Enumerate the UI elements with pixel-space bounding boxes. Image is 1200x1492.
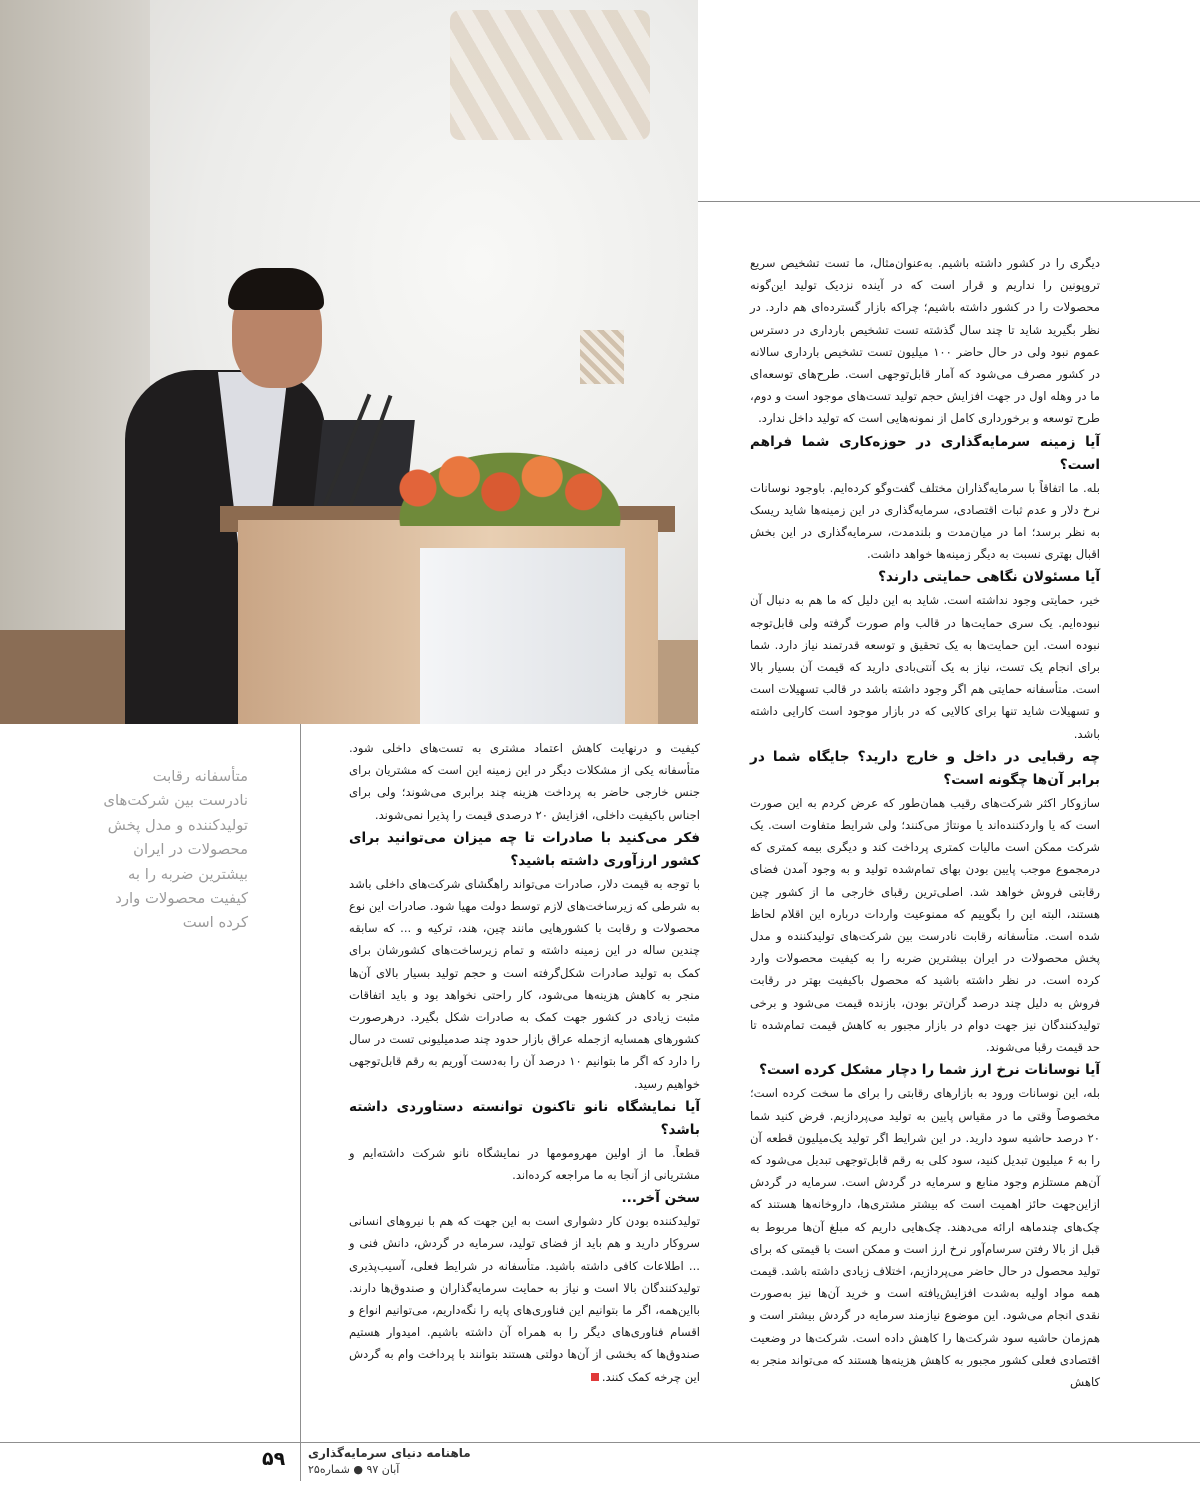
bullet-dot-icon: ●	[353, 1463, 363, 1476]
issue-number: شماره۲۵	[308, 1463, 350, 1476]
question-text: آیا نوسانات نرخ ارز شما را دچار مشکل کرده است؟	[759, 1062, 1100, 1079]
footer-rule	[0, 1442, 1200, 1443]
question-text: فکر می‌کنید با صادرات تا چه میزان می‌توانید برای کشور ارزآوری داشته باشید؟	[349, 829, 700, 869]
answer-paragraph	[750, 252, 1100, 430]
question-heading	[750, 431, 1100, 477]
question-heading	[750, 1059, 1100, 1082]
page-number: ۵۹	[262, 1448, 286, 1470]
issue-line	[308, 1463, 399, 1476]
podium-panel	[420, 548, 625, 724]
answer-paragraph	[349, 1210, 700, 1388]
question-heading	[750, 746, 1100, 792]
paragraph-text: دیگری را در کشور داشته باشیم. به‌عنوان‌مثال، ما تست تشخیص سریع تروپونین را نداریم و قرار است که در آینده نزدیک تولید این‌گونه محصولات را در کشور داشته باشیم؛ چراکه بازار گسترده‌ای هم دارد. در نظر بگیرید شاید تا چند سال گذشته تست تشخیص بارداری در دسترس عموم نبود ولی در حال حاضر ۱۰۰ میلیون تست تشخیص بارداری سالانه در کشور مصرف می‌شود که آمار قابل‌توجهی است. طرح‌های توسعه‌ای ما در وهله اول در جهت افزایش حجم تولید تست‌های موجود است و دوم، طرح توسعه و برخورداری کامل از نمونه‌هایی است که تولید داخل ندارد.	[750, 256, 1100, 426]
question-text: آیا نمایشگاه نانو تاکنون توانسته دستاوردی داشته باشد؟	[349, 1098, 700, 1138]
answer-paragraph	[750, 589, 1100, 744]
answer-paragraph	[750, 1082, 1100, 1393]
answer-paragraph	[750, 477, 1100, 566]
paragraph-text: کیفیت و درنهایت کاهش اعتماد مشتری به تست‌های داخلی شود. متأسفانه یکی از مشکلات دیگر در این زمینه این است که مشتریان برای جنس خارجی حاضر به پرداخت هزینه چند برابری می‌شوند؛ ولی برای اجناس باکیفیت داخلی، افزایش ۲۰ درصدی قیمت را پذیرا نمی‌شوند.	[349, 741, 700, 822]
question-heading	[750, 566, 1100, 589]
paragraph-text: خیر، حمایتی وجود نداشته است. شاید به این دلیل که ما هم به دنبال آن نبوده‌ایم. یک سری حمایت‌ها در قالب وام صورت گرفته ولی قابل‌توجه نبوده است. این حمایت‌ها به یک تحقیق و توسعه قدرتمند نیاز دارد. شما برای انجام یک تست، نیاز به یک آنتی‌بادی دارید که قیمت آن بسیار بالا است. متأسفانه حمایتی هم اگر وجود داشته باشد در قالب تسهیلات است و تسهیلات شاید تنها برای کالایی که در بازار موجود است کارایی داشته باشد.	[750, 593, 1100, 741]
issue-month: آبان ۹۷	[366, 1463, 400, 1476]
question-text: آیا مسئولان نگاهی حمایتی دارند؟	[878, 569, 1100, 586]
answer-paragraph	[349, 737, 700, 826]
speaker-hair	[228, 268, 324, 310]
flower-arrangement-icon	[395, 450, 625, 526]
slide-logo-icon	[580, 330, 624, 384]
paragraph-text: بله، این نوسانات ورود به بازارهای رقابتی را برای ما سخت کرده است؛ مخصوصاً وقتی ما در مقیاس پایین به تولید می‌پردازیم. فرض کنید شما ۲۰ درصد حاشیه سود دارید. در این شرایط اگر تولید یک‌میلیون قطعه آن را به ۶ میلیون تبدیل کنید، سود کلی به رقم قابل‌توجهی تبدیل می‌شود که آن‌هم مستلزم وجود منابع و سرمایه در گردش است. سرمایه در گردش ازاین‌جهت حائز اهمیت است که بیشتر مشتری‌ها، داروخانه‌ها هستند که چک‌های چندماهه ارائه می‌دهند. چک‌هایی داریم که مبلغ آن‌ها مربوط به قبل از بالا رفتن سرسام‌آور نرخ ارز است و ممکن است با قیمتی که برای تولید محصول در حال حاضر می‌پردازیم، اختلاف زیادی داشته باشد. قیمت همه مواد اولیه به‌شدت افزایش‌یافته است و خرید آن‌ها نیز به‌صورت نقدی انجام می‌شود. این موضوع نیازمند سرمایه در گردش بیشتر است و هم‌زمان حاشیه سود شرکت‌ها را کاهش داده است. شرکت‌ها در وضعیت اقتصادی فعلی کشور مجبور به کاهش هزینه‌ها هستند که می‌تواند منجر به کاهش	[750, 1086, 1100, 1389]
paragraph-text: سازوکار اکثر شرکت‌های رقیب همان‌طور که عرض کردم به این صورت است که یا واردکننده‌اند یا مونتاژ می‌کنند؛ ولی شرایط متفاوت است. یک شرکت ممکن است مالیات کمتری پرداخت کند و دیگری بیمه کمتری که درمجموع موجب پایین بودن بهای تمام‌شده تولید و به وجود آمدن فضای رقابتی فروش خواهد شد. اصلی‌ترین رقبای خارجی ما از کشور چین هستند، البته این را بگوییم که ممنوعیت واردات درباره این اقلام لحاظ شده است. متأسفانه رقابت نادرست بین شرکت‌های تولیدکننده و مدل پخش محصولات در ایران بیشترین ضربه را به کیفیت محصولات وارد کرده است. در نظر داشته باشید که محصول باکیفیت بهتر در رقابت فروش به دلیل چند درصد گران‌تر بودن، بازنده قیمت می‌شود و برخی تولیدکنندگان نیز جهت دوام در بازار مجبور به کاهش قیمت تمام‌شده تا حد قیمت رقبا می‌شوند.	[750, 795, 1100, 1055]
speaker-photo	[0, 0, 698, 724]
column-divider	[300, 724, 301, 1442]
question-text: چه رقبایی در داخل و خارج دارید؟ جایگاه شما در برابر آن‌ها چگونه است؟	[750, 748, 1100, 788]
end-mark-icon	[591, 1373, 599, 1381]
question-text: آیا زمینه سرمایه‌گذاری در حوزه‌کاری شما فراهم است؟	[750, 433, 1100, 473]
paragraph-text: بله. ما اتفاقاً با سرمایه‌گذاران مختلف گفت‌وگو کرده‌ایم. باوجود نوسانات نرخ دلار و عدم ثبات اقتصادی، سرمایه‌گذاری در این زمینه‌ها شاید ریسک به نظر برسد؛ اما در میان‌مدت و بلندمدت، سرمایه‌گذاری در این بخش اقبال بهتری نسبت به دیگر زمینه‌ها خواهد داشت.	[750, 480, 1100, 562]
paragraph-text: قطعاً. ما از اولین مهرومومها در نمایشگاه نانو شرکت داشته‌ایم و مشتریانی از آنجا به ما مراجعه کرده‌اند.	[349, 1145, 700, 1183]
question-heading	[349, 1096, 700, 1142]
footer-separator	[300, 1443, 301, 1481]
paragraph-text: با توجه به قیمت دلار، صادرات می‌تواند راهگشای شرکت‌های داخلی باشد به شرطی که زیرساخت‌های لازم توسط دولت مهیا شود. صادرات این نوع محصولات و رقابت با کشورهایی مانند چین، هند، ترکیه و ... که سابقه چندین ساله در این زمینه داشته و تمام زیرساخت‌های کشورشان برای کمک به تولید صادرات شکل‌گرفته است و حجم تولید بسیار بالای آن‌ها منجر به کاهش هزینه‌ها می‌شود، کار راحتی نخواهد بود و باید اتفاقات مثبت زیادی در کشور جهت کمک به صادرات شکل بگیرد. درهرصورت کشورهای همسایه ازجمله عراق بازار حدود چند صدمیلیونی تست در سال را دارد که اگر ما بتوانیم ۱۰ درصد آن را به‌دست آوریم به رقم قابل‌توجهی خواهیم رسید.	[349, 876, 700, 1091]
answer-paragraph	[349, 1142, 700, 1186]
top-rule	[698, 201, 1200, 202]
article-column-middle	[349, 737, 700, 1388]
pull-quote: متأسفانه رقابت نادرست بین شرکت‌های تولیدکننده و مدل پخش محصولات در ایران بیشترین ضربه را به کیفیت محصولات وارد کرده است	[103, 768, 248, 932]
question-text: سخن آخر...	[621, 1190, 700, 1207]
magazine-title: ماهنامه دنیای سرمایه‌گذاری	[308, 1446, 471, 1460]
slide-graphic	[450, 10, 650, 140]
question-heading	[349, 827, 700, 873]
question-heading	[349, 1187, 700, 1210]
answer-paragraph	[349, 873, 700, 1095]
answer-paragraph	[750, 792, 1100, 1058]
article-column-right	[750, 252, 1100, 1393]
paragraph-text: تولیدکننده بودن کار دشواری است به این جهت که هم با نیروهای انسانی سروکار دارید و هم باید از فضای تولید، سرمایه در گردش، دانش فنی و ... اطلاعات کافی داشته باشید. متأسفانه در شرایط فعلی، آسیب‌پذیری تولیدکنندگان بالا است و نیاز به حمایت سرمایه‌گذاران و صندوق‌ها دارند. بااین‌همه، اگر ما بتوانیم این فناوری‌های پایه را نگه‌داریم، می‌توانیم انواع و اقسام فناوری‌های دیگر را به همراه آن داشته باشیم. امیدوار هستیم صندوق‌ها که بخشی از آن‌ها دولتی هستند بتوانند با پرداخت وام به گردش این چرخه کمک کنند.	[349, 1214, 700, 1384]
